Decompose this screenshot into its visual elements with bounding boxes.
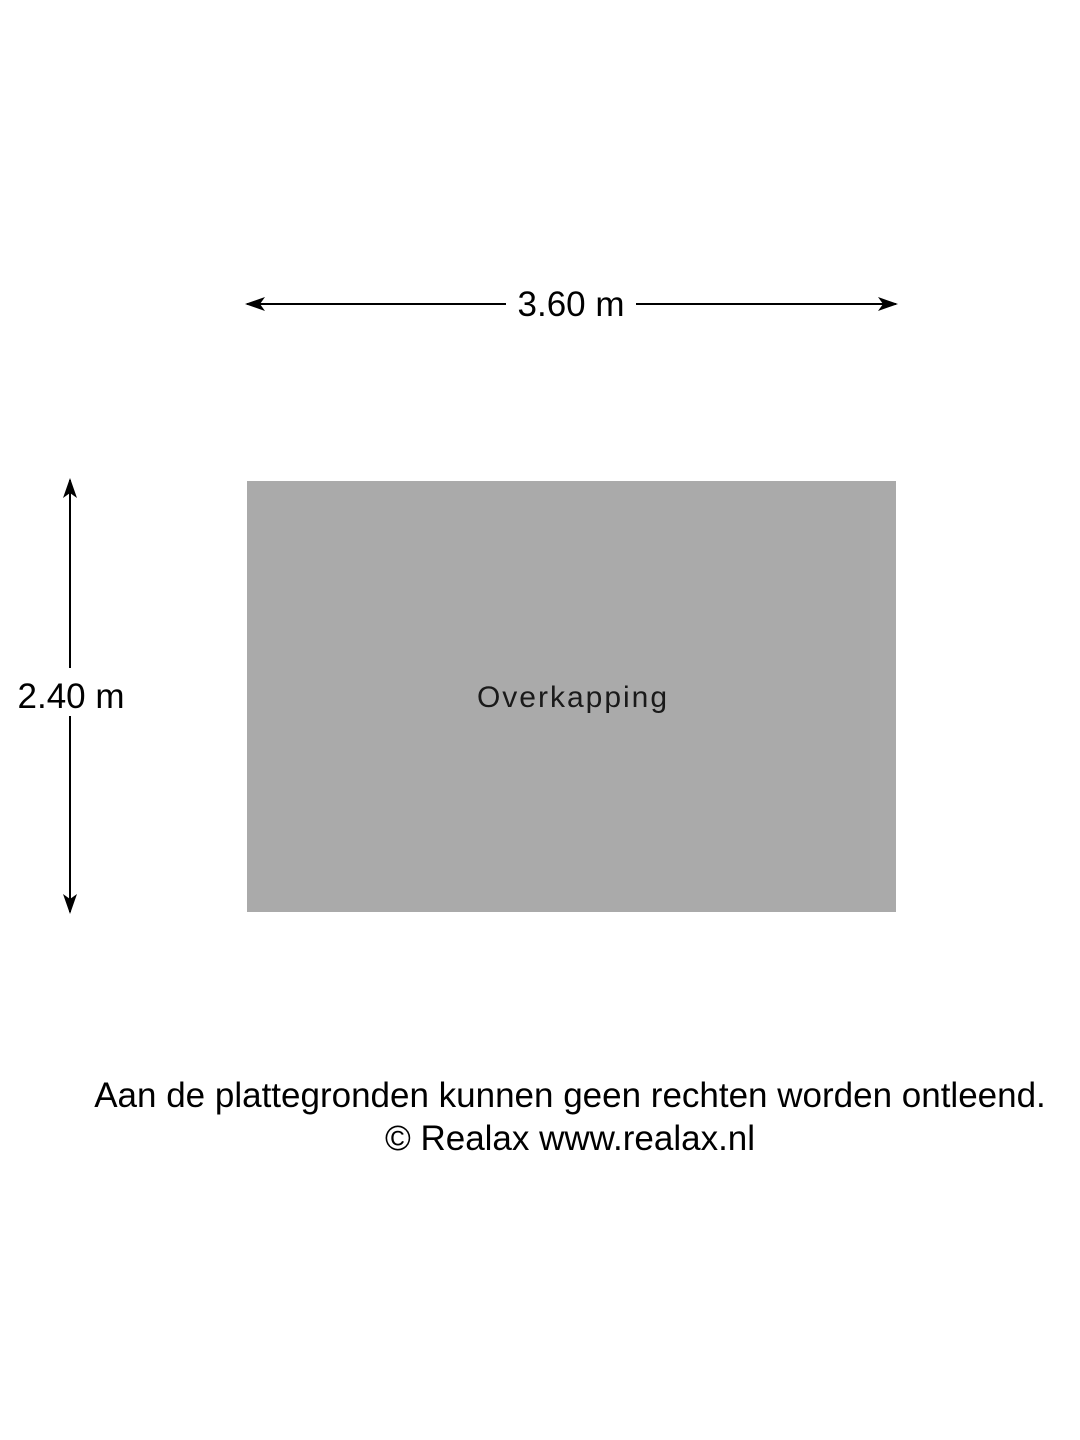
room-overkapping [247, 481, 896, 912]
copyright-text: © Realax www.realax.nl [384, 1119, 756, 1158]
width-dimension [247, 285, 896, 324]
footer-disclaimer [0, 1074, 1080, 1160]
height-dimension-label: 2.40 m [17, 677, 125, 716]
room-label: Overkapping [476, 681, 670, 714]
width-dimension-label: 3.60 m [517, 285, 625, 324]
disclaimer-text: Aan de plattegronden kunnen geen rechten worden ontleend. [94, 1076, 1046, 1115]
height-dimension [18, 480, 125, 912]
